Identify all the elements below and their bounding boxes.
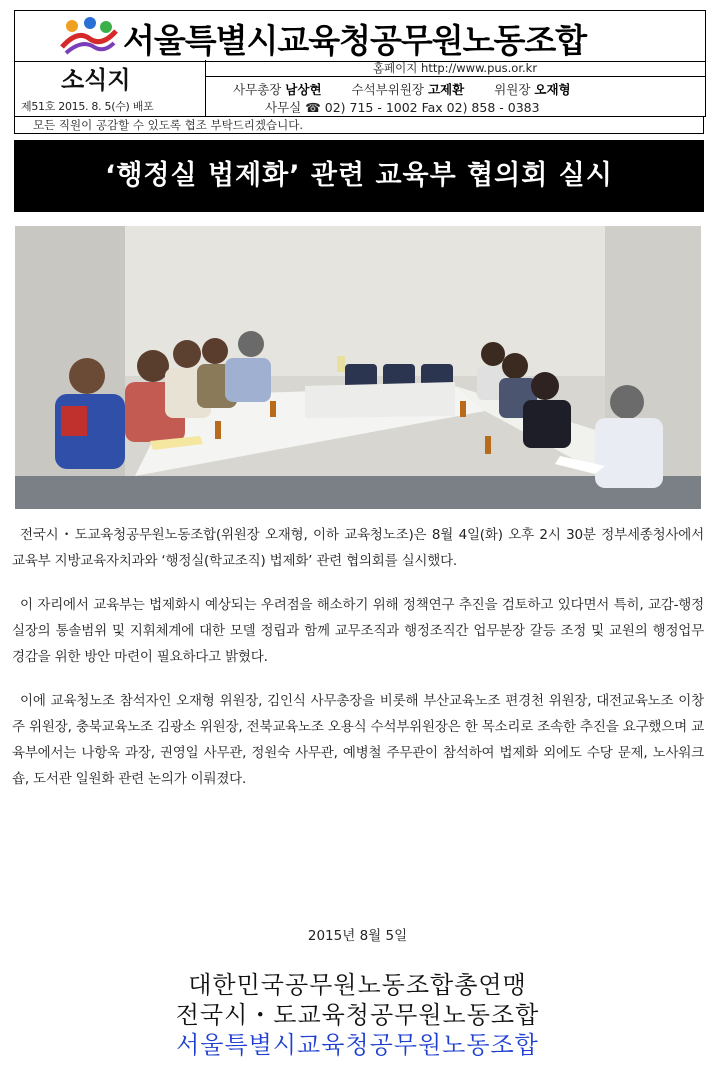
- signature-seoul-union: 서울특별시교육청공무원노동조합: [176, 1031, 539, 1059]
- info-table: [14, 60, 706, 117]
- masthead: [14, 10, 706, 62]
- officer-name: 고제환: [427, 82, 465, 97]
- contact-line: 사무실 ☎ 02) 715 - 1002 Fax 02) 858 - 0383: [265, 100, 540, 115]
- officer-role: 수석부위원장: [351, 82, 424, 97]
- paragraph: 이 자리에서 교육부는 법제화시 예상되는 우려점을 해소하기 위해 정책연구 추진을 검토하고 있다면서 특히, 교감-행정실장의 통솔범위 및 지휘체계에 대한 모델 정립과 함께 교무조직과 행정조직간 업무분장 갈등 조정 및 교원의 행정업무 경감을 위한 방안 마련이 필요하다고 밝혔다.: [12, 597, 704, 665]
- contact-box: [205, 60, 705, 116]
- publish-date: 2015년 8월 5일: [307, 928, 408, 944]
- officer-name: 남상현: [285, 82, 322, 97]
- paragraph: 전국시・도교육청공무원노동조합(위원장 오재형, 이하 교육청노조)은 8월 4일(화) 오후 2시 30분 정부세종청사에서 교육부 지방교육자치과와 ‘행정실(학교조직) 법제화’ 관련 협의회를 실시했다.: [12, 527, 704, 569]
- officer-role: 사무총장: [233, 82, 282, 97]
- signature-federation: 대한민국공무원노동조합총연맹: [188, 971, 527, 999]
- publication-name: 소식지: [61, 66, 131, 94]
- headline-bar: [14, 140, 704, 212]
- meeting-photo: [15, 226, 701, 509]
- officer-name: 오재형: [534, 82, 571, 97]
- officer-role: 위원장: [494, 82, 531, 97]
- notice-line: 모든 직원이 공감할 수 있도록 협조 부탁드리겠습니다.: [14, 116, 704, 134]
- officers-line: [233, 80, 571, 98]
- article-body: [12, 522, 704, 810]
- issue-info: 제51호 2015. 8. 5(수) 배포: [21, 100, 154, 113]
- publication-box: [15, 60, 206, 116]
- paragraph: 이에 교육청노조 참석자인 오재형 위원장, 김인식 사무총장을 비롯해 부산교육노조 편경천 위원장, 대전교육노조 이창주 위원장, 충북교육노조 김광소 위원장, 전북교육노조 오용식 수석부위원장은 한 목소리로 조속한 추진을 요구했으며 교육부에서는 나항욱 과장, 권영일 사무관, 정원숙 사무관, 예병철 주무관이 참석하여 법제화 외에도 수당 문제, 노사워크숍, 도서관 일원화 관련 논의가 이뤄졌다.: [12, 693, 704, 787]
- signature-national-union: 전국시・도교육청공무원노동조합: [175, 1001, 540, 1029]
- union-logo-icon: [60, 17, 118, 55]
- homepage-link[interactable]: 홈페이지 http://www.pus.or.kr: [205, 60, 705, 77]
- headline: ‘행정실 법제화’ 관련 교육부 협의회 실시: [105, 160, 613, 191]
- org-title: 서울특별시교육청공무원노동조합: [123, 21, 587, 60]
